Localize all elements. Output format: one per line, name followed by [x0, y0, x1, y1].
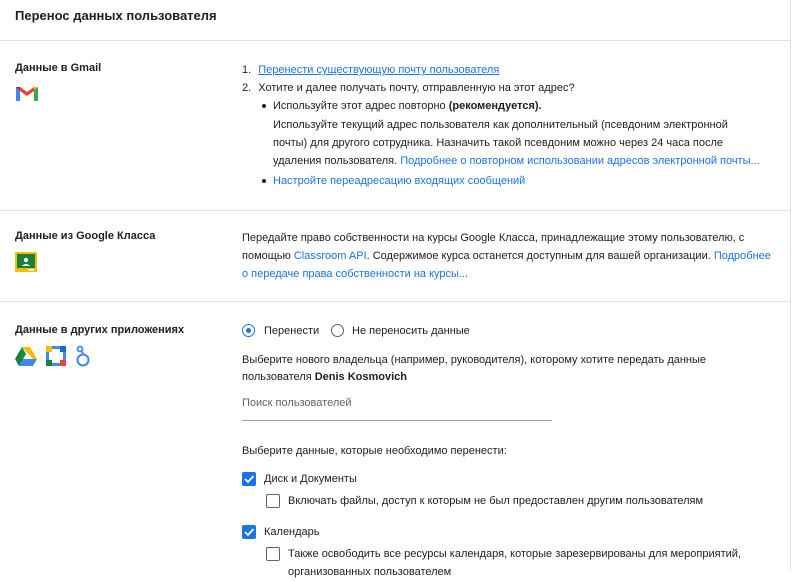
release-calendar-resources-label[interactable]: Также освободить все ресурсы календаря, которые зарезервированы для мероприятий,	[288, 548, 741, 560]
search-users-underline	[242, 420, 552, 421]
gmail-step2-number: 2.	[242, 82, 252, 94]
classroom-section-title: Данные из Google Класса	[15, 230, 156, 242]
new-owner-user-label: пользователя	[242, 371, 315, 383]
forwarding-item	[273, 172, 525, 190]
google-currents-icon	[75, 345, 91, 372]
page-title: Перенос данных пользователя	[15, 8, 217, 23]
include-unshared-files-label[interactable]: Включать файлы, доступ к которым не был предоставлен другим пользователям	[288, 495, 704, 507]
reuse-address-description-line3: почты) для другого сотрудника. Назначить такой псевдоним можно через 24 часа после	[273, 137, 724, 149]
new-owner-instructions: Выберите нового владельца (например, руководителя), которому хотите передать данные	[242, 354, 707, 366]
other-apps-section-title: Данные в других приложениях	[15, 324, 185, 336]
gmail-icon	[15, 84, 39, 107]
new-owner-instructions-line2	[242, 368, 407, 386]
google-drive-icon	[15, 346, 37, 371]
section-divider	[0, 301, 790, 302]
recommended-label: (рекомендуется).	[448, 100, 542, 112]
classroom-line2	[242, 247, 771, 265]
google-calendar-icon	[46, 346, 66, 371]
no-transfer-radio-label[interactable]: Не переносить данные	[352, 325, 470, 337]
no-transfer-radio[interactable]	[331, 324, 344, 337]
page-header	[0, 0, 790, 41]
select-data-label: Выберите данные, которые необходимо перенести:	[242, 445, 507, 457]
transfer-radio[interactable]	[242, 324, 255, 337]
gmail-step1-number: 1.	[242, 64, 252, 76]
gmail-icons	[15, 84, 39, 107]
setup-forwarding-link[interactable]: Настройте переадресацию входящих сообщений	[273, 175, 526, 187]
drive-docs-checkbox[interactable]	[242, 472, 256, 486]
other-apps-icons	[15, 345, 91, 372]
google-classroom-icon	[15, 252, 37, 277]
classroom-line2-mid: . Содержимое курса останется доступным для вашей организации.	[366, 250, 714, 262]
reuse-address-description-line4	[273, 152, 760, 170]
learn-more-reuse-link[interactable]: Подробнее о повторном использовании адресов электронной почты...	[400, 155, 760, 167]
classroom-ownership-link[interactable]: о передаче права собственности на курсы...	[242, 268, 469, 280]
gmail-step2-text: Хотите и далее получать почту, отправленную на этот адрес?	[258, 82, 575, 94]
drive-docs-label[interactable]: Диск и Документы	[264, 473, 357, 485]
release-calendar-resources-label-line2: организованных пользователем	[288, 566, 452, 578]
bullet-dot	[262, 104, 266, 108]
gmail-step1	[242, 61, 499, 79]
section-divider	[0, 210, 790, 211]
classroom-line2-text: помощью	[242, 250, 294, 262]
reuse-address-description-line2: Используйте текущий адрес пользователя как дополнительный (псевдоним электронной	[273, 119, 728, 131]
classroom-line3	[242, 265, 468, 283]
bullet-dot	[262, 179, 266, 183]
classroom-learn-more-link[interactable]: Подробнее	[713, 250, 771, 262]
classroom-icons	[15, 252, 37, 277]
classroom-line1: Передайте право собственности на курсы Google Класса, принадлежащие этому пользователю, с	[242, 232, 745, 244]
search-users-input[interactable]: Поиск пользователей	[242, 397, 352, 409]
calendar-checkbox[interactable]	[242, 525, 256, 539]
reuse-address-description-text: удаления пользователя.	[273, 155, 401, 167]
classroom-api-link[interactable]: Classroom API	[293, 250, 367, 262]
gmail-section-title: Данные в Gmail	[15, 62, 102, 74]
gmail-step2	[242, 79, 575, 97]
include-unshared-files-checkbox[interactable]	[266, 494, 280, 508]
page-right-border	[790, 0, 791, 571]
user-name: Denis Kosmovich	[314, 371, 408, 383]
transfer-radio-label[interactable]: Перенести	[264, 325, 320, 337]
calendar-label[interactable]: Календарь	[264, 526, 320, 538]
reuse-address-text	[273, 97, 542, 115]
reuse-address-label: Используйте этот адрес повторно	[273, 100, 449, 112]
transfer-mail-link[interactable]: Перенести существующую почту пользователя	[258, 64, 500, 76]
release-calendar-resources-checkbox[interactable]	[266, 547, 280, 561]
